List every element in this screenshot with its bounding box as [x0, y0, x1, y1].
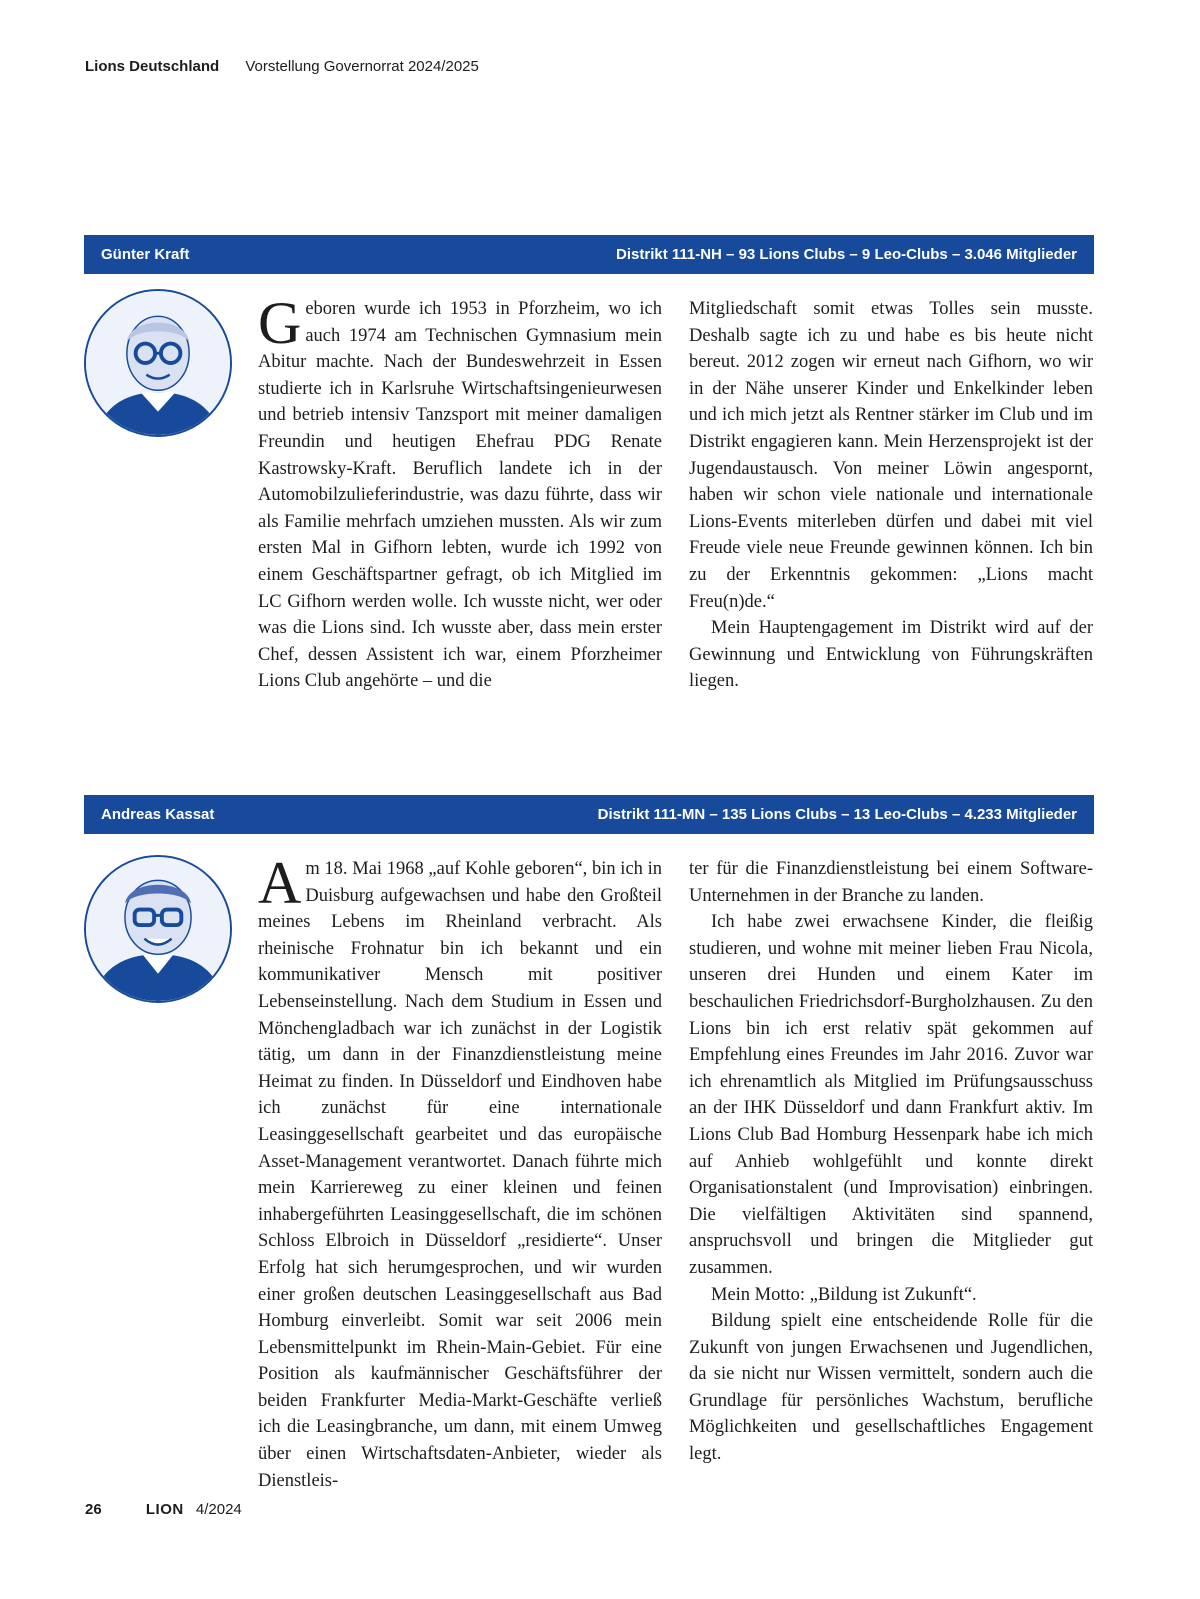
portrait-2-illustration: [86, 857, 230, 1001]
profile-1-name: Günter Kraft: [101, 246, 190, 263]
page-number: 26: [85, 1501, 102, 1518]
profile-2-col2-paragraph: Ich habe zwei erwachsene Kinder, die fleißig studieren, und wohne mit meiner lieben Frau Nicola, unseren drei Hunden und einem Kater im beschaulichen Friedrichsdorf-Burgholzhausen. Zu den Lions bin ich erst relativ spät gekommen auf Empfehlung eines Freundes im Jahr 2016. Zuvor war ich ehrenamtlich als Mitglied im Prüfungsausschuss an der IHK Düsseldorf und dann Frankfurt aktiv. Im Lions Club Bad Homburg Hessenpark habe ich mich auf Anhieb wohlgefühlt und konnte direkt Organisationstalent (und Improvisation) einbringen. Die vielfältigen Aktivitäten sind spannend, anspruchsvoll und bringen die Mitglieder gut zusammen.: [689, 912, 1093, 1278]
profile-1-district: Distrikt 111-NH – 93 Lions Clubs – 9 Leo-Clubs – 3.046 Mitglieder: [616, 246, 1077, 263]
profile-2-column-1: [258, 850, 662, 1494]
header-brand: Lions Deutschland: [85, 58, 220, 75]
profile-1-first-text: eboren wurde ich 1953 in Pforzheim, wo ich auch 1974 am Technischen Gymnasium mein Abitur machte. Nach der Bundeswehrzeit in Essen studierte ich in Karlsruhe Wirtschaftsingenieurwesen und betrieb intensiv Tanzsport mit meiner damaligen Freundin und heutigen Ehefrau PDG Renate Kastrowsky-Kraft. Beruflich landete ich in der Automobilzulieferindustrie, was dazu führte, dass wir als Familie mehrfach umziehen mussten. Als wir zum ersten Mal in Gifhorn lebten, wurde ich 1992 von einem Geschäftspartner gefragt, ob ich Mitglied im LC Gifhorn werden wolle. Ich wusste nicht, wer oder was die Lions sind. Ich wusste aber, dass mein erster Chef, dessen Assistent ich war, einem Pforzheimer Lions Club angehörte – und die: [258, 299, 662, 692]
page-header: [85, 58, 479, 75]
profile-1-col2-paragraph: Mitgliedschaft somit etwas Tolles sein musste. Deshalb sagte ich zu und habe es bis heute nicht bereut. 2012 zogen wir erneut nach Gifhorn, wo wir in der Nähe unserer Kinder und Enkelkinder leben und ich mich jetzt als Rentner stärker im Club und im Distrikt engagieren kann. Mein Herzensprojekt ist der Jugendaustausch. Von meiner Löwin angespornt, haben wir schon viele nationale und internationale Lions-Events miterleben dürfen und dabei mit viel Freude viele neue Freunde gewinnen können. Ich bin zu der Erkenntnis gekommen: „Lions macht Freu(n)de.“: [689, 299, 1093, 612]
profile-2-col2-paragraph: ter für die Finanzdienstleistung bei einem Software-Unternehmen in der Branche zu landen.: [689, 859, 1093, 906]
profile-2-bar: [84, 795, 1094, 834]
profile-1-col2-paragraph: Mein Hauptengagement im Distrikt wird auf der Gewinnung und Entwicklung von Führungskräften liegen.: [689, 618, 1093, 692]
magazine-title: LION: [145, 1501, 184, 1518]
profile-2-column-2: [689, 856, 1093, 1468]
profile-1-bar: [84, 235, 1094, 274]
profile-2-dropcap: A: [258, 850, 302, 916]
person-portrait-icon: [84, 855, 232, 1003]
portrait-1-illustration: [86, 291, 230, 435]
profile-1-paragraph-first: [258, 290, 662, 695]
profile-2-col2-paragraph: Mein Motto: „Bildung ist Zukunft“.: [711, 1284, 977, 1305]
person-portrait-icon: [84, 289, 232, 437]
page-footer: [85, 1501, 242, 1518]
profile-2-name: Andreas Kassat: [101, 806, 215, 823]
header-subtitle: Vorstellung Governorrat 2024/2025: [245, 58, 479, 75]
issue-number: 4/2024: [195, 1501, 242, 1518]
profile-1-column-1: [258, 290, 662, 695]
profile-1-dropcap: G: [258, 290, 302, 356]
profile-2-district: Distrikt 111-MN – 135 Lions Clubs – 13 Leo-Clubs – 4.233 Mitglieder: [597, 806, 1077, 823]
profile-1-column-2: [689, 296, 1093, 695]
profile-2-first-text: m 18. Mai 1968 „auf Kohle geboren“, bin ich in Duisburg aufgewachsen und habe den Großteil meines Lebens im Rheinland verbracht. Als rheinische Frohnatur bin ich bekannt und ein kommunikativer Mensch mit positiver Lebenseinstellung. Nach dem Studium in Essen und Mönchengladbach war ich zunächst in der Logistik tätig, um dann in der Finanzdienstleistung meine Heimat zu finden. In Düsseldorf und Eindhoven habe ich zunächst für eine internationale Leasinggesellschaft gearbeitet und das europäische Asset-Management verantwortet. Danach führte mich mein Karriereweg zu einer kleinen und feinen inhabergeführten Leasinggesellschaft, die im schönen Schloss Elbroich in Düsseldorf „residierte“. Unser Erfolg hat sich herumgesprochen, und wir wurden einer großen deutschen Leasinggesellschaft aus Bad Homburg einverleibt. Somit war seit 2006 mein Lebensmittelpunkt im Rhein-Main-Gebiet. Für eine Position als kaufmännischer Geschäftsführer der beiden Frankfurter Media-Markt-Geschäfte verließ ich die Leasingbranche, um dann, mit einem Umweg über einen Wirtschaftsdaten-Anbieter, wieder als Dienstleis-: [258, 859, 662, 1491]
profile-2-col2-paragraph: Bildung spielt eine entscheidende Rolle für die Zukunft von jungen Erwachsenen und Jugendlichen, da sie nicht nur Wissen vermittelt, sondern auch die Grundlage für persönliches Wachstum, berufliche Möglichkeiten und gesellschaftliches Engagement legt.: [689, 1311, 1093, 1465]
profile-2-paragraph-first: [258, 850, 662, 1494]
